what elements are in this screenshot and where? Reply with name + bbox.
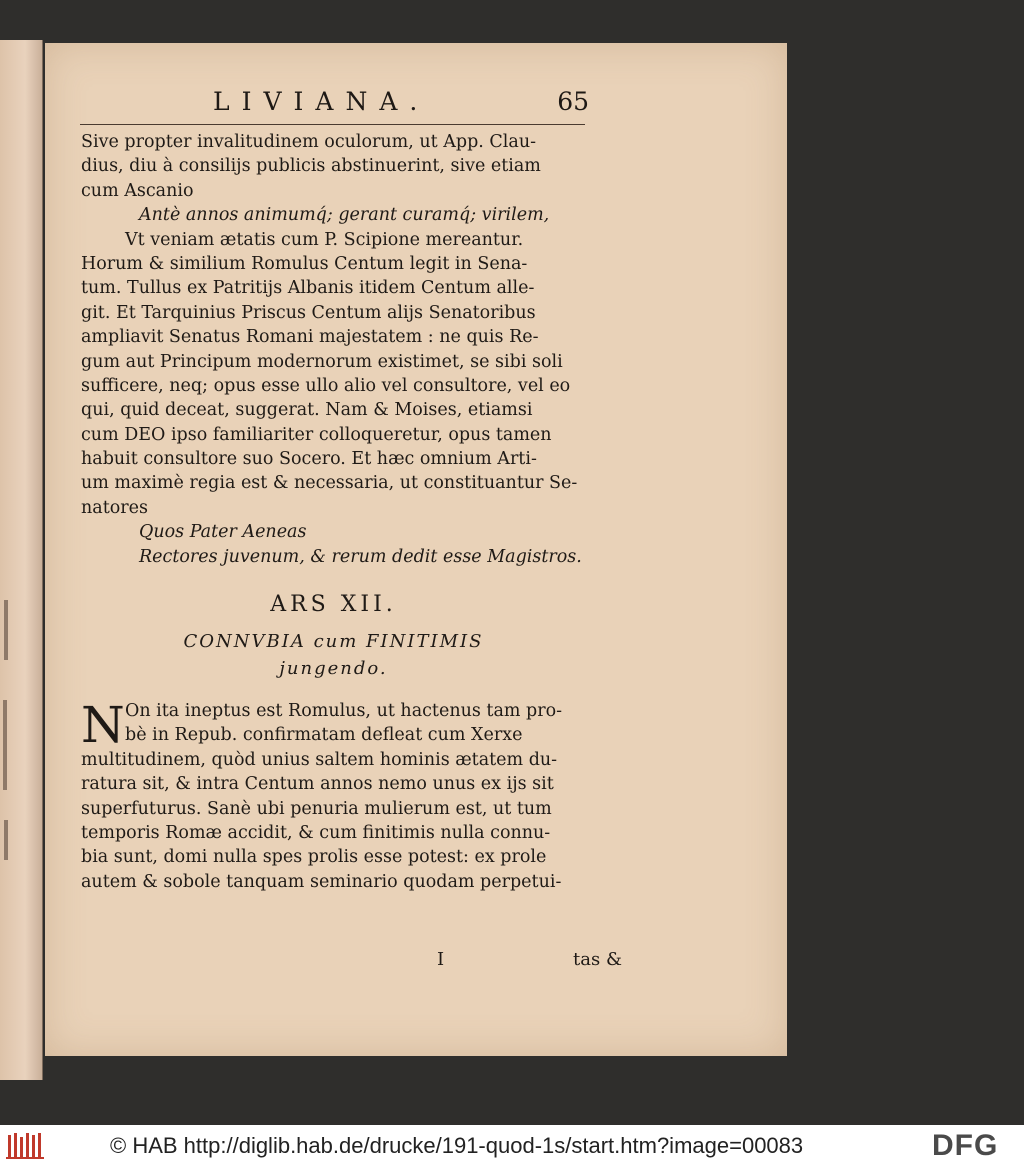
catchword: tas & (573, 949, 622, 970)
verse-line: Rectores juvenum, & rerum dedit esse Magistros. (139, 546, 582, 567)
text-line: On ita ineptus est Romulus, ut hactenus tam pro- (125, 701, 563, 722)
section-heading: ARS XII. (270, 592, 397, 618)
text-line: multitudinem, quòd unius saltem hominis ætatem du- (81, 749, 558, 770)
page-edge-mark (4, 820, 8, 860)
text-line: qui, quid deceat, suggerat. Nam & Moises, etiamsi (81, 400, 533, 421)
drop-capital: N (81, 696, 125, 755)
header-rule (80, 124, 585, 125)
page-header (45, 81, 787, 121)
section-subheading: jungendo. (279, 658, 388, 680)
text-line: Vt veniam ætatis cum P. Scipione mereantur. (125, 229, 524, 250)
text-line: bè in Repub. confirmatam defleat cum Xerxe (125, 725, 523, 746)
page-edge-mark (3, 700, 7, 790)
dfg-logo: DFG (932, 1129, 999, 1162)
page-edge-mark (4, 600, 8, 660)
text-line: superfuturus. Sanè ubi penuria mulierum est, ut tum (81, 798, 552, 819)
footer-copyright-link[interactable]: © HAB http://diglib.hab.de/drucke/191-quod-1s/start.htm?image=00083 (110, 1133, 804, 1158)
text-line: tum. Tullus ex Patritijs Albanis itidem Centum alle- (81, 278, 535, 299)
text-line: ratura sit, & intra Centum annos nemo unus ex ijs sit (81, 774, 554, 795)
paragraph (81, 696, 586, 894)
book-page (45, 43, 787, 1056)
verse-line: Quos Pater Aeneas (139, 522, 307, 543)
running-title: LIVIANA. (213, 87, 430, 116)
text-line: temporis Romæ accidit, & cum finitimis nulla connu- (81, 822, 551, 843)
hab-logo-icon (6, 1131, 46, 1161)
text-line: cum Ascanio (81, 180, 194, 201)
spacer (81, 569, 586, 583)
body-text (81, 130, 586, 894)
text-line: bia sunt, domi nulla spes prolis esse potest: ex prole (81, 847, 547, 868)
previous-page-edge (0, 40, 43, 1080)
text-line: gum aut Principum modernorum existimet, se sibi soli (81, 351, 563, 372)
page-number: 65 (557, 87, 589, 116)
signature-mark: I (437, 949, 445, 970)
text-line: ampliavit Senatus Romani majestatem : ne quis Re- (81, 327, 539, 348)
text-line: natores (81, 497, 148, 518)
text-line: git. Et Tarquinius Priscus Centum alijs Senatoribus (81, 302, 536, 323)
verse-line: Antè annos animumq́; gerant curamq́; virilem, (139, 205, 550, 226)
footer-bar (0, 1125, 1024, 1167)
text-line: dius, diu à consilijs publicis abstinuerint, sive etiam (81, 156, 541, 177)
text-line: sufficere, neq; opus esse ullo alio vel consultore, vel eo (81, 375, 571, 396)
text-line: autem & sobole tanquam seminario quodam perpetui- (81, 871, 562, 892)
text-line: Sive propter invalitudinem oculorum, ut App. Clau- (81, 132, 537, 152)
text-line: Horum & similium Romulus Centum legit in Sena- (81, 253, 528, 274)
text-line: um maximè regia est & necessaria, ut constituantur Se- (81, 473, 578, 494)
text-line: cum DEO ipso familiariter colloqueretur, opus tamen (81, 424, 552, 445)
spacer (81, 685, 586, 699)
section-subheading: CONNVBIA cum FINITIMIS (183, 631, 484, 653)
text-line: habuit consultore suo Socero. Et hæc omnium Arti- (81, 449, 537, 470)
